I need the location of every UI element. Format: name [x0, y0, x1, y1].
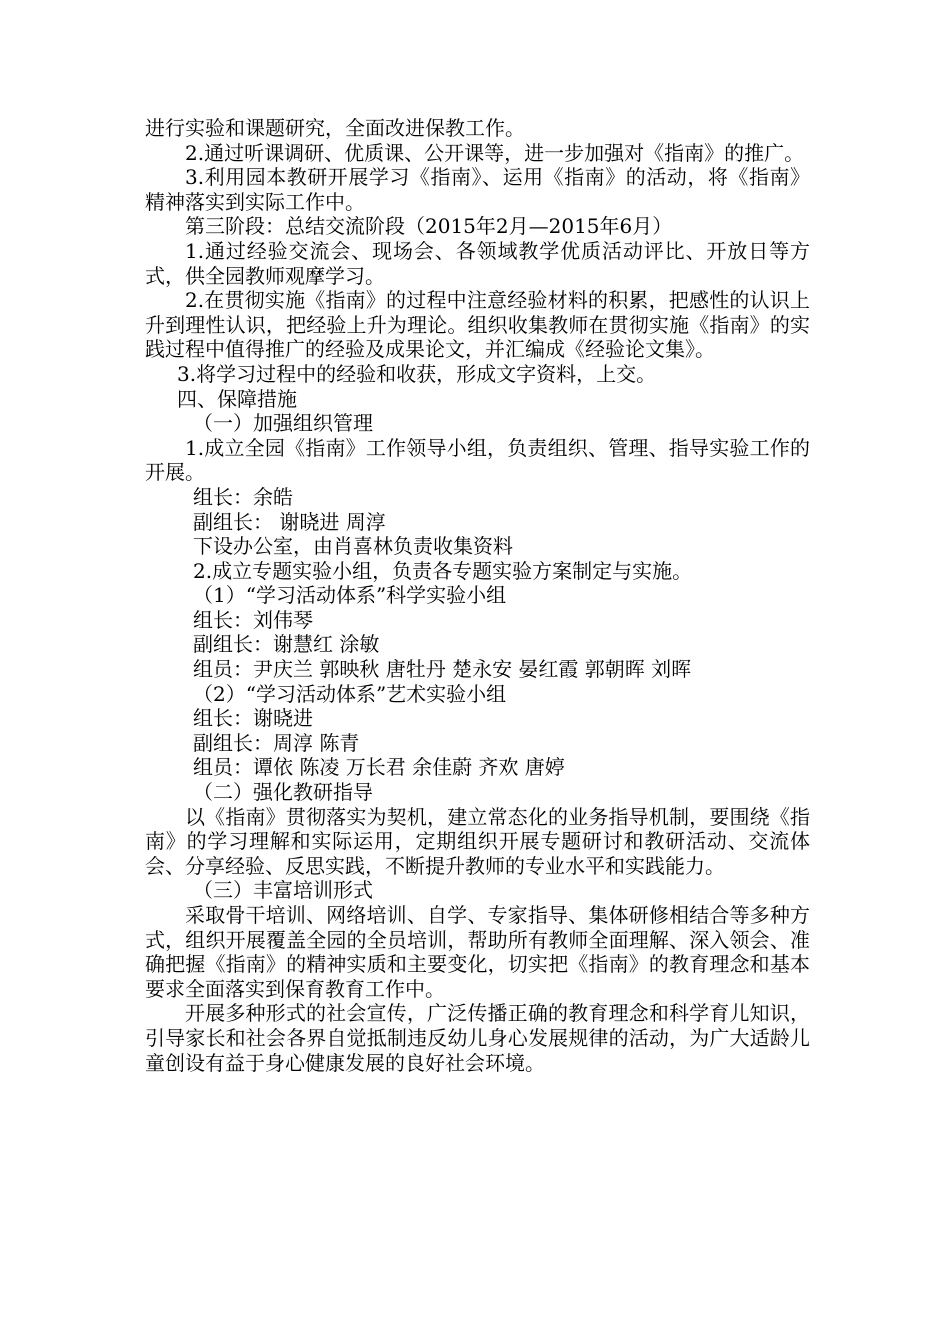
art-group-leader: 组长：谢晓进	[193, 706, 313, 731]
office-note: 下设办公室，由肖喜林负责收集资料	[193, 534, 513, 559]
section-heading-safeguards: 四、保障措施	[177, 386, 297, 411]
science-group-deputies: 副组长：谢慧红 涂敏	[193, 632, 380, 657]
paragraph-training: 采取骨干培训、网络培训、自学、专家指导、集体研修相结合等多种方式，组织开展覆盖全园的全员培训，帮助所有教师全面理解、深入领会、准确把握《指南》的精神实质和主要变化，切实把《指南》的教育理念和基本要求全面落实到保育教育工作中。	[145, 903, 810, 1001]
group-leader: 组长：余皓	[193, 484, 293, 509]
art-group-deputies: 副组长：周淳 陈青	[193, 730, 360, 755]
art-group-members: 组员：谭依 陈凌 万长君 余佳蔚 齐欢 唐婷	[193, 755, 565, 780]
science-group-members: 组员：尹庆兰 郭映秋 唐牡丹 楚永安 晏红霞 郭朝晖 刘晖	[193, 657, 692, 682]
science-group-heading: （1）“学习活动体系”科学实验小组	[193, 583, 507, 608]
paragraph-research-guidance: 以《指南》贯彻落实为契机，建立常态化的业务指导机制，要围绕《指南》的学习理解和实际运用，定期组织开展专题研讨和教研活动、交流体会、分享经验、反思实践，不断提升教师的专业水平和实践能力。	[145, 804, 810, 878]
science-group-leader: 组长：刘伟琴	[193, 607, 313, 632]
paragraph-phase2-item2: 2.通过听课调研、优质课、公开课等，进一步加强对《指南》的推广。	[185, 140, 805, 165]
paragraph-continuation: 进行实验和课题研究，全面改进保教工作。	[145, 116, 525, 140]
subheading-research-guidance: （二）强化教研指导	[193, 780, 373, 805]
paragraph-phase3-item3: 3.将学习过程中的经验和收获，形成文字资料，上交。	[177, 361, 657, 386]
paragraph-phase2-item3: 3.利用园本教研开展学习《指南》、运用《指南》的活动，将《指南》精神落实到实际工作中。	[145, 165, 810, 214]
document-body	[145, 116, 810, 1075]
heading-phase3: 第三阶段：总结交流阶段（2015年2月—2015年6月）	[185, 214, 673, 239]
paragraph-leadership-group: 1.成立全园《指南》工作领导小组，负责组织、管理、指导实验工作的开展。	[145, 435, 810, 485]
paragraph-phase3-item1: 1.通过经验交流会、现场会、各领域教学优质活动评比、开放日等方式，供全园教师观摩学习。	[145, 238, 810, 288]
paragraph-phase3-item2: 2.在贯彻实施《指南》的过程中注意经验材料的积累，把感性的认识上升到理性认识，把经验上升为理论。组织收集教师在贯彻实施《指南》的实践过程中值得推广的经验及成果论文，并汇编成《经验论文集》。	[145, 288, 810, 362]
subheading-training-forms: （三）丰富培训形式	[193, 878, 373, 903]
group-deputy-leaders: 副组长： 谢晓进 周淳	[193, 509, 386, 534]
paragraph-publicity: 开展多种形式的社会宣传，广泛传播正确的教育理念和科学育儿知识，引导家长和社会各界自觉抵制违反幼儿身心发展规律的活动，为广大适龄儿童创设有益于身心健康发展的良好社会环境。	[145, 1001, 810, 1075]
subheading-organization: （一）加强组织管理	[193, 411, 373, 436]
paragraph-experiment-groups: 2.成立专题实验小组，负责各专题实验方案制定与实施。	[193, 558, 693, 583]
art-group-heading: （2）“学习活动体系”艺术实验小组	[193, 681, 507, 706]
